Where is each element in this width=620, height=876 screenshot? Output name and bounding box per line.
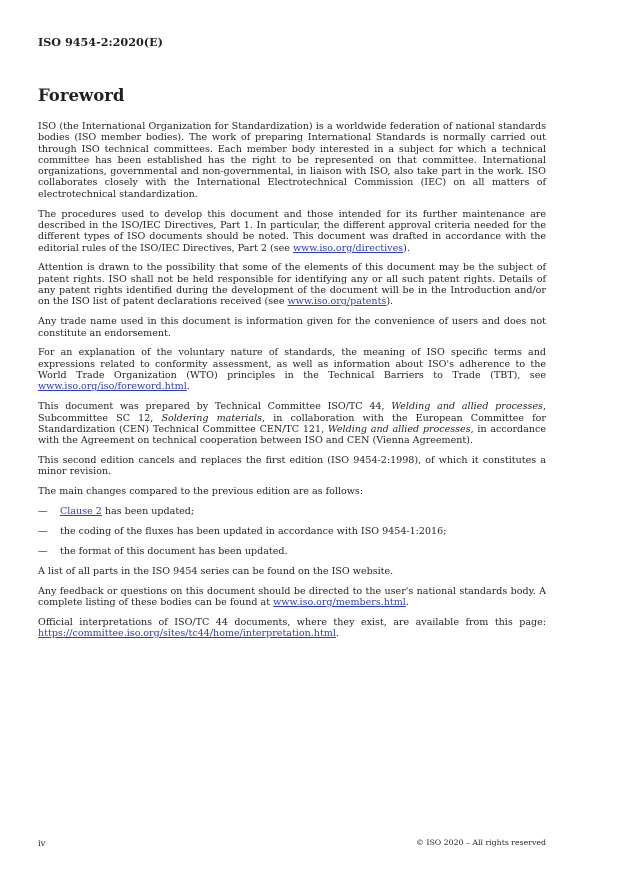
page-number: iv [38, 838, 46, 848]
copyright-notice: © ISO 2020 – All rights reserved [416, 838, 546, 847]
list-item: — the coding of the fluxes has been updated in accordance with ISO 9454-1:2016; [38, 525, 447, 537]
section-title: Foreword [38, 86, 125, 105]
dash-bullet: — [38, 525, 48, 537]
foreword-link[interactable]: www.iso.org/iso/foreword.html [38, 381, 187, 393]
patents-link[interactable]: www.iso.org/patents [287, 296, 387, 308]
interpretation-link[interactable]: https://committee.iso.org/sites/tc44/home/interpretation.html [38, 628, 336, 640]
paragraph-voluntary-nature: For an explanation of the voluntary nature of standards, the meaning of ISO specific terms and expressions related to conformity assessment, as well as information about ISO's adherence to the World Trade Organization (WTO) principles in the Technical Barriers to Trade (TBT), see www.iso.org/iso/foreword.html. [38, 347, 546, 393]
dash-bullet: — [38, 506, 48, 518]
members-link[interactable]: www.iso.org/members.html [273, 596, 406, 608]
paragraph-procedures: The procedures used to develop this document and those intended for its further maintenance are described in the ISO/IEC Directives, Part 1. In particular, the different approval criteria needed for the different types of ISO documents should be noted. This document was drafted in accordance with the editorial rules of the ISO/IEC Directives, Part 2 (see www.iso.org/directives). [38, 208, 546, 254]
paragraph-feedback: Any feedback or questions on this document should be directed to the user's national standards body. A complete listing of these bodies can be found at www.iso.org/members.html. [38, 585, 546, 608]
list-item: — Clause 2 has been updated; [38, 506, 195, 518]
paragraph-trade-name: Any trade name used in this document is information given for the convenience of users and does not constitute an endorsement. [38, 316, 546, 339]
paragraph-interpretations: Official interpretations of ISO/TC 44 documents, where they exist, are available from this page: https://committee.iso.org/sites/tc44/home/interpretation.html. [38, 616, 546, 640]
paragraph-main-changes: The main changes compared to the previous edition are as follows: [38, 486, 364, 498]
paragraph-patents: Attention is drawn to the possibility that some of the elements of this document may be the subject of patent rights. ISO shall not be held responsible for identifying any or all such patent rights. Details of any patent rights identified during the development of the document will be in the Introduction and/or on the ISO list of patent declarations received (see www.iso.org/patents). [38, 262, 546, 308]
document-id: ISO 9454-2:2020(E) [38, 35, 163, 49]
directives-link[interactable]: www.iso.org/directives [292, 242, 404, 254]
paragraph-prepared-by: This document was prepared by Technical Committee ISO/TC 44, Welding and allied processes, Subcommittee SC 12, Soldering materials, in collaboration with the European Committee for Standardization (CEN) Technical Committee CEN/TC 121, Welding and allied processes, in accordance with the Agreement on technical cooperation between ISO and CEN (Vienna Agreement). [38, 401, 546, 447]
paragraph-edition: This second edition cancels and replaces the first edition (ISO 9454-2:1998), of which it constitutes a minor revision. [38, 454, 546, 478]
list-item: — the format of this document has been updated. [38, 545, 288, 557]
clause-2-link[interactable]: Clause 2 [60, 506, 102, 518]
paragraph-series: A list of all parts in the ISO 9454 series can be found on the ISO website. [38, 565, 394, 577]
foreword-body [38, 121, 546, 648]
paragraph-iso-intro: ISO (the International Organization for Standardization) is a worldwide federation of national standards bodies (ISO member bodies). The work of preparing International Standards is normally carried out through ISO technical committees. Each member body interested in a subject for which a technical committee has been established has the right to be represented on that committee. International organizations, governmental and non-governmental, in liaison with ISO, also take part in the work. ISO collaborates closely with the International Electrotechnical Commission (IEC) on all matters of electrotechnical standardization. [38, 121, 546, 200]
changes-list [38, 506, 546, 557]
dash-bullet: — [38, 545, 48, 557]
